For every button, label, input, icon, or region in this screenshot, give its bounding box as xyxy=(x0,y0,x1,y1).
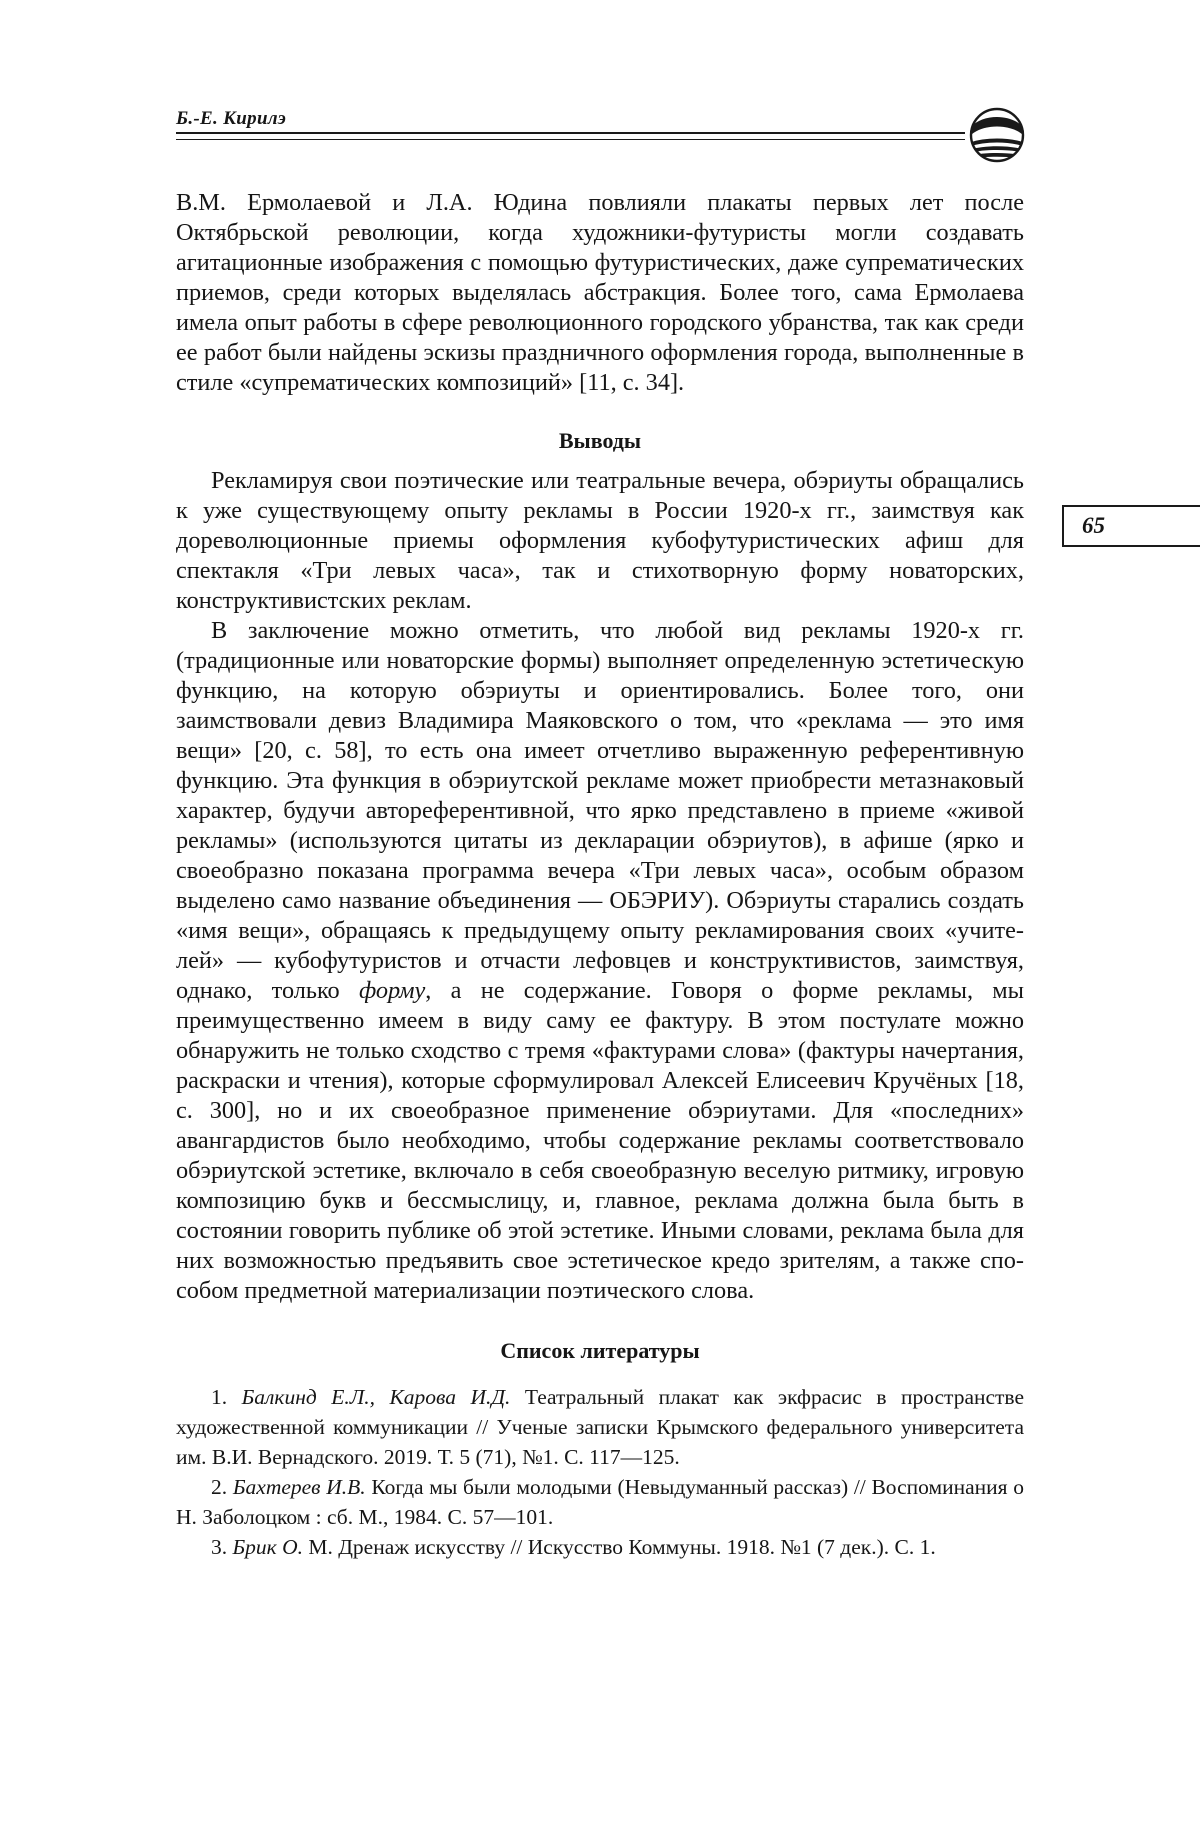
conclusions-heading: Выводы xyxy=(558,428,642,453)
reference-text: Театральный плакат как экфрасис в пространстве художественной коммуникации // Ученые записки Крымского федерального университета им. В.И. Вернадского. 2019. Т. 5 (71), №1. С. 117—125. xyxy=(176,1385,1024,1469)
header-rule-thin xyxy=(176,139,965,140)
references-heading: Список литературы xyxy=(500,1338,700,1363)
publisher-emblem-icon xyxy=(967,107,1027,163)
reference-item xyxy=(176,1382,1024,1472)
reference-authors: Бахтерев И.В. xyxy=(232,1475,366,1499)
reference-text: Когда мы были молодыми (Невыдуманный рассказ) // Воспоминания о Н. Заболоцком : сб. М., 1984. С. 57—101. xyxy=(176,1475,1025,1529)
conclusions-p2-italic: форму xyxy=(358,977,426,1004)
reference-text: М. Дренаж искусству // Искусство Коммуны. 1918. №1 (7 дек.). С. 1. xyxy=(303,1535,936,1559)
reference-number: 3. xyxy=(211,1535,228,1559)
article-body xyxy=(176,188,1024,1562)
running-header xyxy=(176,104,1028,156)
conclusions-paragraph-2 xyxy=(176,616,1024,1306)
conclusions-paragraph-1: Рекламируя свои поэтические или театральные вечера, обэриуты обращались к уже существующему опыту рекламы в России 1920-х гг., заимствуя как дореволюционные приемы оформления кубофутуристических афиш для спектакля «Три левых часа», так и стихотворную форму новаторских, конструктивистских реклам. xyxy=(176,467,1024,614)
references-list xyxy=(176,1382,1024,1562)
reference-authors: Балкинд Е.Л., Карова И.Д. xyxy=(241,1385,511,1409)
header-rule-thick xyxy=(176,132,965,134)
conclusions-p2-text-b: , а не содержание. Говоря о форме рекламы, мы преимущественно имеем в виду саму ее фактуру. В этом постулате можно обнаружить не только сходство с тремя «фактурами слова» (фактуры начертания, раскраски и чтения), которые сформулировал Алексей Елисеевич Кручёных [18, с. 300], но и их своеобразное применение обэриутами. Для «последних» авангардистов было необходимо, чтобы содержание рекламы соответствовало обэриутской эстетике, включало в себя своеобразную веселую ритмику, игровую композицию букв и бессмыслицу, и, главное, реклама должна была быть в состоянии говорить публике об этой эстетике. Иными словами, реклама была для них возможностью предъявить свое эстетическое кредо зрителям, а также способом предметной материализации поэтического слова. xyxy=(176,977,1024,1304)
intro-paragraph: В.М. Ермолаевой и Л.А. Юдина повлияли плакаты первых лет после Октябрьской революции, когда художники-футуристы могли создавать агитационные изображения с помощью футуристических, даже супрематических приемов, среди которых выделялась абстракция. Более того, сама Ермолаева имела опыт работы в сфере революционного городского убранства, так как среди ее работ были найдены эскизы праздничного оформления города, выполненные в стиле «супрематических композиций» [11, с. 34]. xyxy=(176,189,1024,396)
reference-number: 1. xyxy=(211,1385,228,1409)
reference-authors: Брик О. xyxy=(232,1535,304,1559)
page-number: 65 xyxy=(1082,513,1105,538)
reference-item xyxy=(176,1472,1024,1532)
conclusions-p2-text-a: В заключение можно отметить, что любой вид рекламы 1920-х гг. (традиционные или новаторские формы) выполняет определенную эстетическую функцию, на которую обэриуты и ориентировались. Более того, они заимствовали девиз Владимира Маяковского о том, что «реклама — это имя вещи» [20, с. 58], то есть она имеет отчетливо выраженную референтивную функцию. Эта функция в обэриутской рекламе может приобрести метазнаковый характер, будучи автореферентивной, что ярко представлено в приеме «живой рекламы» (используются цитаты из декларации обэриутов), в афише (ярко и своеобразно показана программа вечера «Три левых часа», особым образом выделено само название объединения — ОБЭРИУ). Обэриуты старались создать «имя вещи», обращаясь к предыдущему опыту рекламирования своих «учителей» — кубофутуристов и отчасти лефовцев и конструктивистов, заимствуя, однако, только xyxy=(176,617,1024,1004)
running-header-author: Б.-Е. Кирилэ xyxy=(176,108,287,129)
reference-item xyxy=(176,1532,1024,1562)
reference-number: 2. xyxy=(211,1475,228,1499)
page-number-tab xyxy=(1062,505,1200,547)
